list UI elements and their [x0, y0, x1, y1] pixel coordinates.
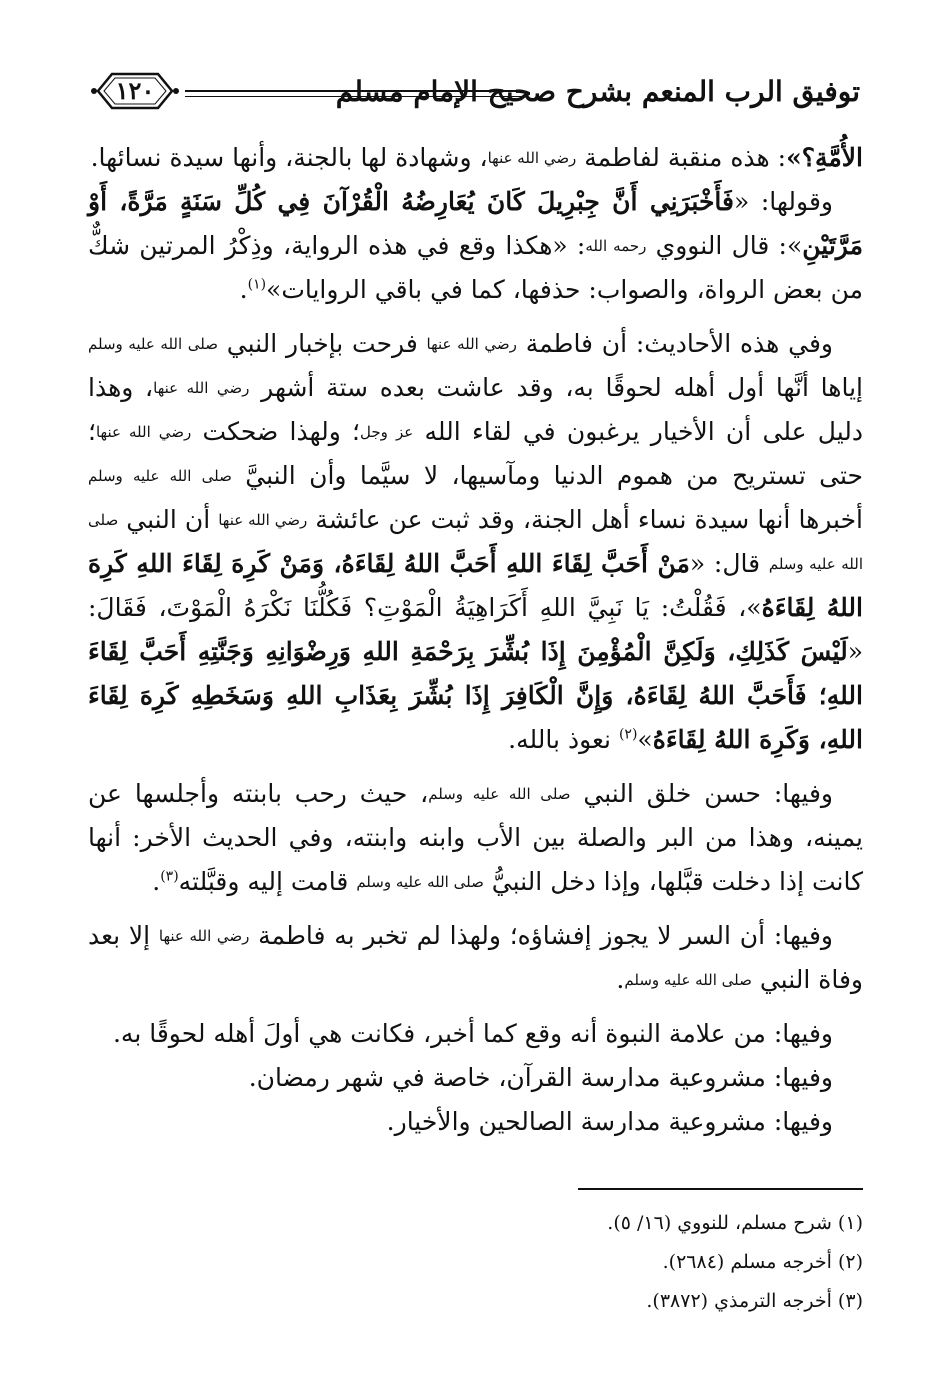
text-run: نعوذ بالله. — [508, 725, 619, 754]
hadith-quote: لَيْسَ كَذَلِكِ، وَلَكِنَّ الْمُؤْمِنَ إِذَا بُشِّرَ بِرَحْمَةِ اللهِ وَرِضْوَانِهِ وَجَنَّتِهِ أَحَبَّ لِقَاءَ اللهِ؛ فَأَحَبَّ اللهُ لِقَاءَهُ، وَإِنَّ الْكَافِرَ إِذَا بُشِّرَ بِعَذَابِ اللهِ وَسَخَطِهِ كَرِهَ لِقَاءَ اللهِ، وَكَرِهَ اللهُ لِقَاءَهُ — [88, 637, 863, 754]
page-number-ornament — [90, 68, 180, 114]
honorific-glyph: رضي الله عنها — [158, 927, 250, 945]
honorific-glyph: صلى الله عليه وسلم — [356, 873, 484, 891]
text-run: وفيها: حسن خلق النبي — [570, 779, 833, 808]
text-run: : هذه منقبة لفاطمة — [576, 143, 787, 172]
text-run: »، فَقُلْتُ: يَا نَبِيَّ اللهِ أَكَرَاهِيَةُ الْمَوْتِ؟ فَكُلُّنَا نَكْرَهُ الْمَوْتَ، فَقَالَ: « — [88, 593, 863, 666]
honorific-glyph: صلى الله عليه وسلم — [88, 511, 863, 573]
text-run: ، وشهادة لها بالجنة، وأنها سيدة نسائها. — [90, 143, 488, 172]
text-run: : «هكذا وقع في هذه الرواية، وذِكْرُ المرتين شكٌّ من بعض الرواة، والصواب: حذفها، كما في باقي الروايات» — [88, 231, 863, 304]
footnote-ref[interactable]: (١) — [247, 276, 267, 293]
text-run: إياها أنَّها أول أهله لحوقًا به، وقد عاشت بعده ستة أشهر — [249, 373, 863, 402]
text-run: » — [637, 725, 653, 754]
footnotes — [430, 1204, 863, 1321]
paragraph: وفيها: من علامة النبوة أنه وقع كما أخبر، فكانت هي أولَ أهله لحوقًا به. — [112, 1019, 833, 1048]
text-run: أن النبي — [118, 505, 219, 534]
text-run: أخبرها أنها سيدة نساء أهل الجنة، وقد ثبت عن عائشة — [307, 505, 863, 534]
running-title: توفيق الرب المنعم بشرح صحيح الإمام مسلم — [335, 75, 860, 108]
text-run: ؛ ولهذا ضحكت — [191, 417, 361, 446]
hadith-quote: الأُمَّةِ؟» — [786, 143, 863, 172]
text-run: وفيها: أن السر لا يجوز إفشاؤه؛ ولهذا لم تخبر به فاطمة — [249, 921, 833, 950]
paragraph — [88, 322, 863, 762]
honorific-glyph: صلى الله عليه وسلم — [428, 785, 571, 803]
header-rule — [185, 90, 523, 97]
honorific-glyph: رضي الله عنها — [218, 511, 308, 529]
paragraph — [88, 914, 863, 1002]
text-run: قامت إليه وقبَّلته — [178, 867, 357, 896]
page-number: ١٢٠ — [115, 76, 155, 105]
honorific-glyph: صلى الله عليه وسلم — [88, 467, 232, 485]
paragraph — [88, 180, 863, 312]
text-run: ، وهذا دليل على أن الأخيار يرغبون في لقاء الله — [88, 373, 863, 446]
paragraph: وفيها: مشروعية مدارسة الصالحين والأخيار. — [386, 1107, 833, 1136]
honorific-glyph: عز وجل — [360, 423, 414, 441]
footnote: (١) شرح مسلم، للنووي (١٦/ ٥). — [607, 1212, 863, 1234]
text-run: ، حيث رحب بابنته وأجلسها عن يمينه، وهذا من البر والصلة بين الأب وابنه وابنته، وفي الحديث الأخر: أنها كانت إذا دخلت قبَّلها، وإذا دخل النبيُّ — [88, 779, 863, 896]
page-header — [90, 60, 860, 120]
text-run: . — [616, 965, 625, 994]
footnote: (٢) أخرجه مسلم (٢٦٨٤). — [662, 1251, 863, 1273]
hadith-quote: مَنْ أَحَبَّ لِقَاءَ اللهِ أَحَبَّ اللهُ لِقَاءَهُ، وَمَنْ كَرِهَ لِقَاءَ اللهِ كَرِهَ اللهُ لِقَاءَهُ — [88, 549, 863, 622]
honorific-glyph: رضي الله عنها — [153, 379, 250, 397]
honorific-glyph: صلى الله عليه وسلم — [624, 971, 752, 989]
text-run: . — [152, 867, 161, 896]
footnote-ref[interactable]: (٢) — [618, 726, 638, 743]
honorific-glyph: صلى الله عليه وسلم — [88, 335, 218, 353]
text-run: . — [239, 275, 248, 304]
honorific-glyph: رحمه الله — [585, 237, 647, 255]
footnote-ref[interactable]: (٣) — [160, 868, 179, 885]
footnote-separator — [578, 1188, 863, 1190]
text-run: »: قال النووي — [646, 231, 803, 260]
footnote: (٣) أخرجه الترمذي (٣٨٧٢). — [646, 1290, 863, 1312]
paragraph — [88, 772, 863, 904]
text-run: وقولها: « — [733, 187, 833, 216]
text-run: قال: « — [689, 549, 769, 578]
honorific-glyph: رضي الله عنها — [95, 423, 192, 441]
main-text — [88, 136, 863, 1144]
honorific-glyph: رضي الله عنها — [426, 335, 517, 353]
paragraph — [88, 136, 863, 180]
honorific-glyph: رضي الله عنها — [487, 149, 577, 167]
hadith-quote: فَأَخْبَرَنِي أَنَّ جِبْرِيلَ كَانَ يُعَارِضُهُ الْقُرْآنَ فِي كُلِّ سَنَةٍ مَرَّةً، أَوْ مَرَّتَيْنِ — [88, 187, 863, 260]
text-run: ؛ حتى تستريح من هموم الدنيا ومآسيها، لا سيَّما وأن النبيَّ — [88, 417, 863, 490]
paragraph: وفيها: مشروعية مدارسة القرآن، خاصة في شهر رمضان. — [248, 1063, 833, 1092]
text-run: إلا بعد وفاة النبي — [88, 921, 863, 994]
text-run: فرحت بإخبار النبي — [217, 329, 427, 358]
text-run: وفي هذه الأحاديث: أن فاطمة — [516, 329, 833, 358]
